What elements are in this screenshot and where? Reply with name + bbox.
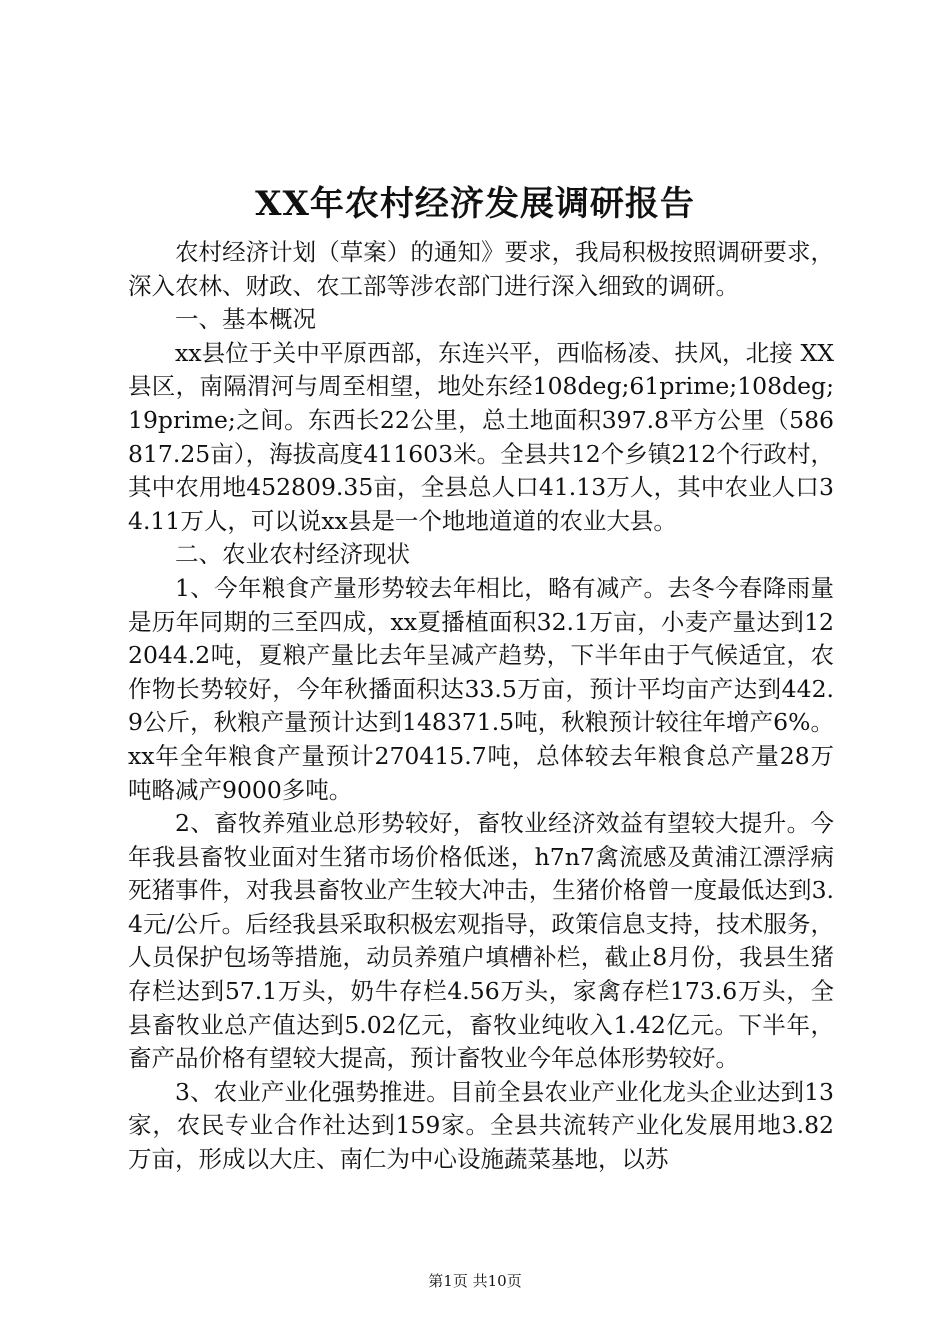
paragraph-livestock: 2、畜牧养殖业总形势较好，畜牧业经济效益有望较大提升。今年我县畜牧业面对生猪市场价格低迷，h7n7禽流感及黄浦江漂浮病死猪事件，对我县畜牧业产生较大冲击，生猪价格曾一度最低达到3.4元/公斤。后经我县采取积极宏观指导，政策信息支持，技术服务，人员保护包场等措施，动员养殖户填槽补栏，截止8月份，我县生猪存栏达到57.1万头，奶牛存栏4.56万头，家禽存栏173.6万头，全县畜牧业总产值达到5.02亿元，畜牧业纯收入1.42亿元。下半年，畜产品价格有望较大提高，预计畜牧业今年总体形势较好。 xyxy=(128,809,834,1073)
heading-basic-overview: 一、基本概况 xyxy=(175,305,316,334)
document-title: XX年农村经济发展调研报告 xyxy=(255,184,695,224)
paragraph-industrialization: 3、农业产业化强势推进。目前全县农业产业化龙头企业达到13家，农民专业合作社达到159家。全县共流转产业化发展用地3.82万亩，形成以大庄、南仁为中心设施蔬菜基地，以苏 xyxy=(128,1077,834,1174)
page-footer: 第1页 共10页 xyxy=(428,1272,522,1290)
paragraph-grain-output: 1、今年粮食产量形势较去年相比，略有减产。去冬今春降雨量是历年同期的三至四成，xx夏播植面积32.1万亩，小麦产量达到122044.2吨，夏粮产量比去年呈减产趋势，下半年由于气候适宜，农作物长势较好，今年秋播面积达33.5万亩，预计平均亩产达到442.9公斤，秋粮产量预计达到148371.5吨，秋粮预计较往年增产6%。xx年全年粮食产量预计270415.7吨，总体较去年粮食总产量28万吨略减产9000多吨。 xyxy=(128,573,834,804)
paragraph-county-overview: xx县位于关中平原西部，东连兴平，西临杨凌、扶风，北接 XX 县区，南隔渭河与周至相望，地处东经108deg;61prime;108deg;19prime;之间。东西长22公里，总土地面积397.8平方公里（586817.25亩），海拔高度411603米。全县共12个乡镇212个行政村，其中农用地452809.35亩，全县总人口41.13万人，其中农业人口34.11万人，可以说xx县是一个地地道道的农业大县。 xyxy=(128,338,834,535)
paragraph-intro: 农村经济计划（草案）的通知》要求，我局积极按照调研要求，深入农林、财政、农工部等涉农部门进行深入细致的调研。 xyxy=(128,238,834,300)
document-body xyxy=(128,236,834,1177)
heading-economic-status: 二、农业农村经济现状 xyxy=(175,540,410,569)
